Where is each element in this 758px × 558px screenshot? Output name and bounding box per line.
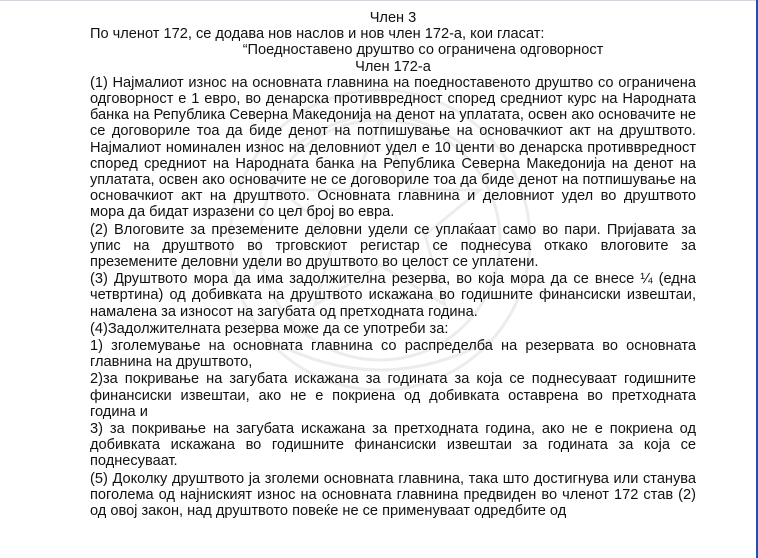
list-item-1: 1) зголемување на основната главнина со распределба на резервата во основната главнина на друштвото, — [90, 338, 696, 371]
paragraph-3: (3) Друштвото мора да има задолжителна резерва, во која мора да се внесе ¼ (една четвртина) од добивката на друштвото искажана во годишните финансиски извештаи, намалена за износот на загубата од претходната година. — [90, 271, 696, 320]
window-top-border — [0, 0, 758, 1]
list-item-3: 3) за покривање на загубата искажана за претходната година, ако не е покриена од добивката искажана во годишните финансиски извештаи за годината за која се поднесуваат. — [90, 421, 696, 470]
intro-line: По членот 172, се додава нов наслов и нов член 172-а, кои гласат: — [90, 26, 545, 43]
document-page — [90, 10, 696, 520]
article-heading: Член 3 — [369, 10, 417, 26]
paragraph-2: (2) Влоговите за преземените деловни удели се уплаќаат само во пари. Пријавата за упис на друштвото во трговскиот регистар се поднесува откако влоговите за преземените деловни удели во друштвото во целост се уплатени. — [90, 221, 696, 271]
paragraph-5: (5) Доколку друштвото ја зголеми основната главнина, така што достигнува или станува поголема од најниският износ на основната главнина предвиден во членот 172 став (2) од овој закон, над друштвото повеќе не се применуваат одредбите од — [90, 470, 696, 520]
paragraph-4: (4)Задолжителната резерва може да се употреби за: — [90, 320, 449, 337]
paragraph-1: (1) Најмалиот износ на основната главнина на поедноставеното друштво со ограничена одговорност е 1 евро, во денарска противвредност според средниот курс на Народната банка на Република Северна Македонија на денот на уплатата, освен ако основачите не се договориле тоа да биде денот на потпишување на основачкиот акт на друштвото. Најмалиот номинален износ на деловниот удел е 10 центи во денарска противвредност според средниот на Народната банка на Република Северна Македонија на денот на уплатата, освен ако основачите не се договориле тоа да биде денот на потпишување на основачкиот акт на друштвото. Основната главнина и деловниот удел во друштвото мора да бидат изразени со цел број во евра. — [90, 74, 696, 221]
list-item-2: 2)за покривање на загубата искажана за годината за која се поднесуваат годишните финансиски извештаи, ако не е покриена од добивката оставрена во претходната година и — [90, 371, 696, 420]
quoted-section-title: “Поедноставено друштво со ограничена одговорност — [242, 42, 604, 59]
new-article-heading: Член 172-а — [355, 58, 431, 75]
